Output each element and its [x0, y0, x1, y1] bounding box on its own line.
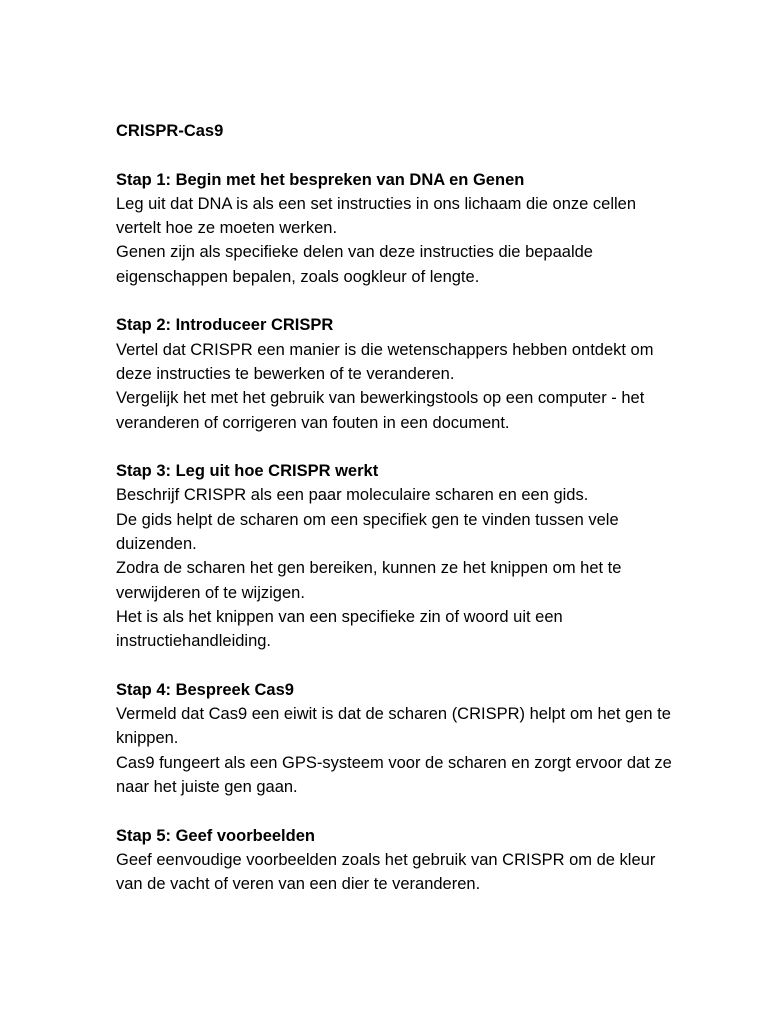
paragraph: Vertel dat CRISPR een manier is die wetenschappers hebben ontdekt om deze instructies te bewerken of te veranderen.: [116, 340, 654, 383]
paragraph: De gids helpt de scharen om een specifiek gen te vinden tussen vele duizenden.: [116, 510, 619, 554]
section-step-3: [116, 459, 676, 653]
paragraph: Vergelijk het met het gebruik van bewerkingstools op een computer - het veranderen of corrigeren van fouten in een document.: [116, 389, 645, 432]
paragraph: Leg uit dat DNA is als een set instructies in ons lichaam die onze cellen vertelt hoe ze moeten werken.: [116, 194, 637, 238]
paragraph: Vermeld dat Cas9 een eiwit is dat de scharen (CRISPR) helpt om het gen te knippen.: [116, 705, 671, 748]
section-heading: Stap 4: Bespreek Cas9: [116, 680, 294, 699]
document-title: CRISPR-Cas9: [116, 122, 224, 140]
paragraph: Geef eenvoudige voorbeelden zoals het gebruik van CRISPR om de kleur van de vacht of veren van een dier te veranderen.: [116, 850, 656, 894]
section-body: [116, 483, 676, 653]
section-heading: Stap 2: Introduceer CRISPR: [116, 316, 334, 335]
paragraph: Het is als het knippen van een specifieke zin of woord uit een instructiehandleiding.: [116, 607, 563, 651]
section-step-1: [116, 168, 676, 289]
section-step-4: [116, 678, 676, 799]
section-heading: Stap 3: Leg uit hoe CRISPR werkt: [116, 462, 379, 481]
section-body: [116, 338, 676, 435]
section-heading: Stap 5: Geef voorbeelden: [116, 826, 315, 845]
paragraph: Genen zijn als specifieke delen van deze instructies die bepaalde eigenschappen bepalen, zoals oogkleur of lengte.: [116, 243, 593, 286]
section-body: [116, 848, 676, 897]
section-step-2: [116, 313, 676, 434]
section-step-5: [116, 824, 676, 897]
paragraph: Beschrijf CRISPR als een paar moleculaire scharen en een gids.: [116, 486, 589, 505]
paragraph: Zodra de scharen het gen bereiken, kunnen ze het knippen om het te verwijderen of te wijzigen.: [116, 559, 622, 602]
section-body: [116, 702, 676, 799]
section-heading: Stap 1: Begin met het bespreken van DNA en Genen: [116, 170, 525, 189]
section-body: [116, 192, 676, 289]
paragraph: Cas9 fungeert als een GPS-systeem voor de scharen en zorgt ervoor dat ze naar het juiste gen gaan.: [116, 753, 672, 797]
document-page: [116, 119, 676, 921]
